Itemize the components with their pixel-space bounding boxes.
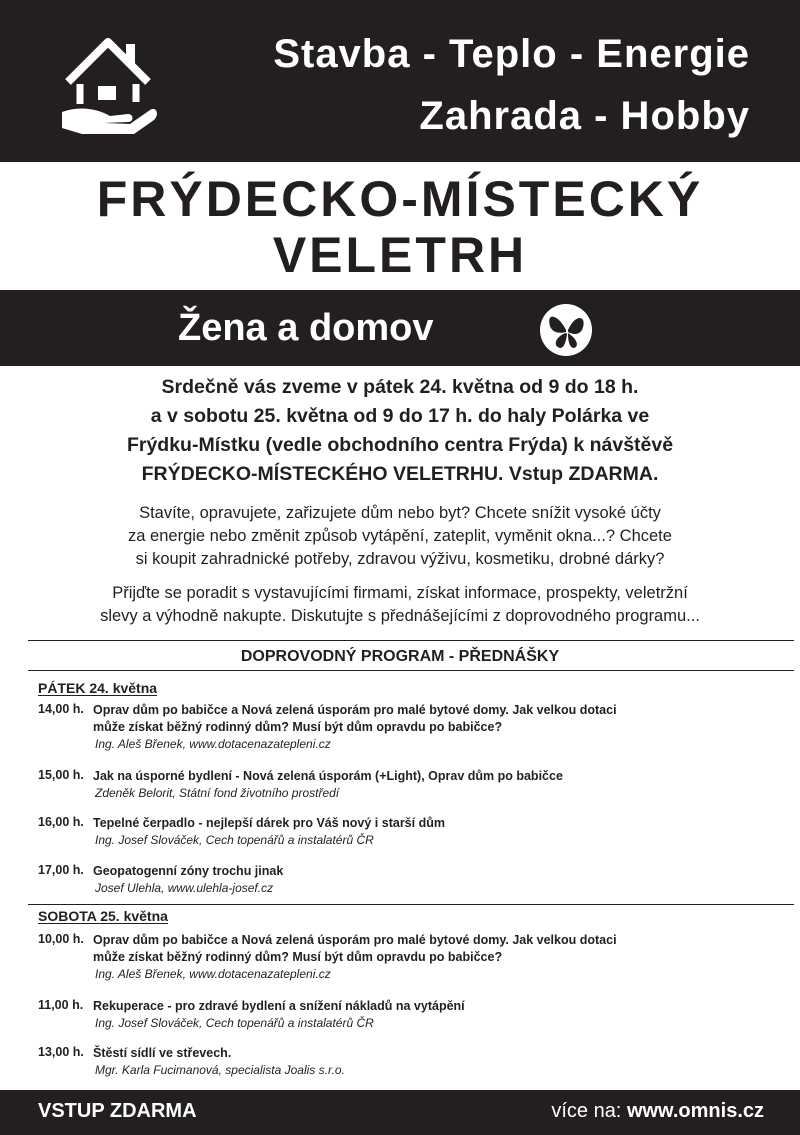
paragraph-line: si koupit zahradnické potřeby, zdravou výživu, kosmetiku, drobné dárky? (135, 550, 665, 568)
divider (28, 640, 794, 641)
fair-title-line-1: FRÝDECKO-MÍSTECKÝ (96, 171, 704, 227)
program-heading: DOPROVODNÝ PROGRAM - PŘEDNÁŠKY (240, 648, 560, 665)
talk-speaker: Ing. Aleš Břenek, www.dotacenazatepleni.cz (95, 967, 331, 981)
divider (28, 904, 794, 905)
talk-time: 15,00 h. (38, 768, 84, 782)
tagline-line-2: Zahrada - Hobby (419, 94, 750, 138)
day-label-friday: PÁTEK 24. května (38, 680, 158, 696)
talk-speaker: Ing. Josef Slováček, Cech topenářů a instalatérů ČR (95, 833, 374, 847)
talk-speaker: Ing. Aleš Břenek, www.dotacenazatepleni.cz (95, 737, 331, 751)
tagline-line-1: Stavba - Teplo - Energie (273, 32, 750, 76)
talk-title: Jak na úsporné bydlení - Nová zelená úsporám (+Light), Oprav dům po babičce (93, 769, 563, 783)
intro-line: FRÝDECKO-MÍSTECKÉHO VELETRHU. Vstup ZDARMA. (141, 463, 659, 485)
talk-time: 10,00 h. (38, 932, 84, 946)
intro-line: Frýdku-Místku (vedle obchodního centra Frýda) k návštěvě (126, 434, 674, 456)
more-info-label: více na: (551, 1100, 622, 1122)
talk-title: Tepelné čerpadlo - nejlepší dárek pro Váš nový i starší dům (93, 816, 445, 830)
talk-time: 16,00 h. (38, 815, 84, 829)
talk-title: Oprav dům po babičce a Nová zelená úsporám pro malé bytové domy. Jak velkou dotaci (93, 703, 617, 717)
talk-title: může získat běžný rodinný dům? Musí být dům opravdu po babičce? (93, 720, 503, 734)
divider (28, 670, 794, 671)
talk-speaker: Mgr. Karla Fucimanová, specialista Joalis s.r.o. (95, 1063, 345, 1077)
talk-title: Oprav dům po babičce a Nová zelená úsporám pro malé bytové domy. Jak velkou dotaci (93, 933, 617, 947)
talk-speaker: Ing. Josef Slováček, Cech topenářů a instalatérů ČR (95, 1016, 374, 1030)
talk-time: 11,00 h. (38, 998, 84, 1012)
talk-title: Rekuperace - pro zdravé bydlení a snížení nákladů na vytápění (93, 999, 465, 1013)
house-in-hand-icon (58, 28, 158, 140)
day-label-saturday: SOBOTA 25. května (38, 908, 168, 924)
talk-time: 13,00 h. (38, 1045, 84, 1059)
paragraph-line: Přijďte se poradit s vystavujícími firmami, získat informace, prospekty, veletržní (112, 584, 688, 602)
top-banner (0, 0, 800, 162)
butterfly-icon (538, 302, 594, 358)
talk-speaker: Josef Ulehla, www.ulehla-josef.cz (95, 881, 274, 895)
talk-speaker: Zdeněk Belorit, Státní fond životního prostředí (95, 786, 340, 800)
paragraph-line: Stavíte, opravujete, zařizujete dům nebo byt? Chcete snížit vysoké účty (139, 504, 661, 522)
talk-title: Geopatogenní zóny trochu jinak (93, 864, 284, 878)
fair-title-line-2: VELETRH (272, 227, 528, 283)
more-info (551, 1100, 764, 1123)
paragraph-line: za energie nebo změnit způsob vytápění, zateplit, vyměnit okna...? Chcete (128, 527, 672, 545)
bottom-banner (0, 1090, 800, 1135)
free-entry-label: VSTUP ZDARMA (38, 1100, 197, 1122)
paragraph-line: slevy a výhodně nakupte. Diskutujte s přednášejícími z doprovodného programu... (100, 607, 700, 625)
talk-time: 17,00 h. (38, 863, 84, 877)
intro-line: Srdečně vás zveme v pátek 24. května od 9 do 18 h. (161, 376, 639, 398)
talk-title: může získat běžný rodinný dům? Musí být dům opravdu po babičce? (93, 950, 503, 964)
subtitle-text: Žena a domov (178, 307, 434, 349)
intro-line: a v sobotu 25. května od 9 do 17 h. do haly Polárka ve (150, 405, 650, 427)
talk-time: 14,00 h. (38, 702, 84, 716)
website-link[interactable]: www.omnis.cz (626, 1100, 764, 1122)
talk-title: Štěstí sídlí ve střevech. (93, 1046, 232, 1060)
